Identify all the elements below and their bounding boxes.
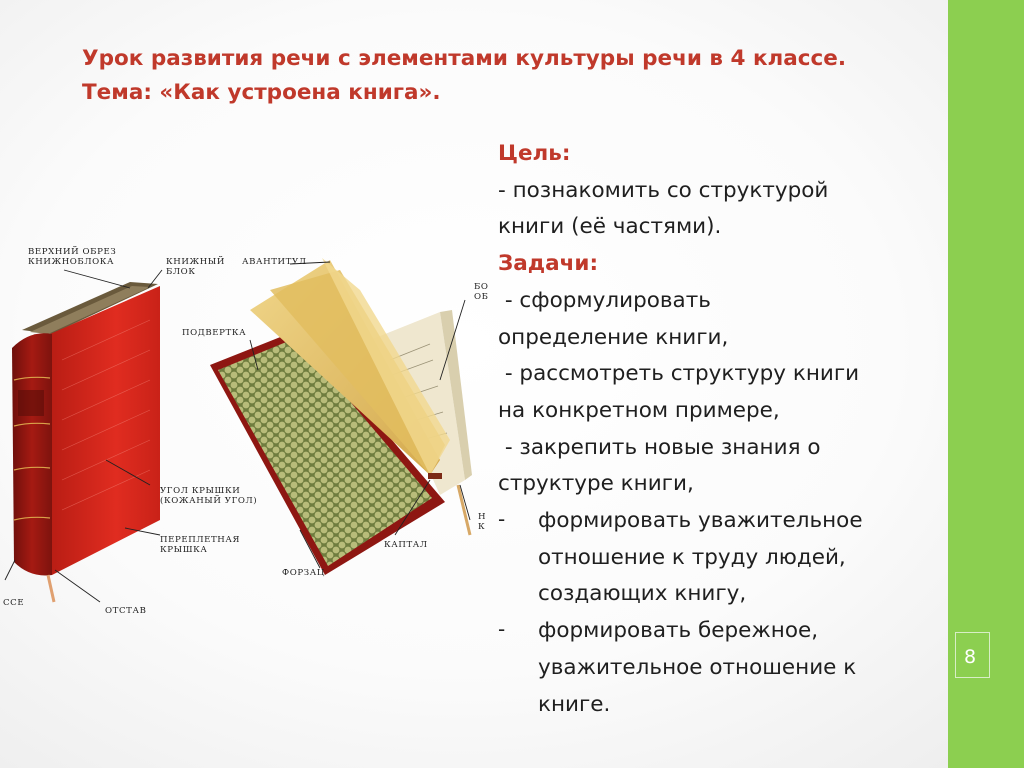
goal-line-1: - познакомить со структурой (498, 177, 829, 203)
label-headband: КАПТАЛ (384, 540, 428, 550)
goal-line-2: книги (её частями). (498, 214, 722, 240)
bullet-dash: - (498, 507, 506, 532)
book-diagram-svg (0, 230, 490, 625)
task-line-5: - закрепить новые знания о (498, 434, 821, 460)
task-line-4: на конкретном примере, (498, 397, 780, 423)
title-line-1: Урок развития речи с элементами культуры речи в 4 классе. (82, 46, 847, 71)
label-top-edge: ВЕРХНИЙ ОБРЕЗ КНИЖНОБЛОКА (28, 247, 117, 267)
bullet-line: уважительное отношение к (538, 654, 857, 680)
slide-title (82, 42, 932, 110)
open-book (210, 258, 472, 575)
goal-heading: Цель: (498, 141, 571, 166)
task-line-3: - рассмотреть структуру книги (498, 361, 860, 387)
label-spine-gap: ОТСТАВ (105, 606, 147, 616)
bullet-line: формировать бережное, (538, 618, 819, 644)
label-cut-left: ССЕ (3, 598, 25, 608)
closed-red-book (12, 282, 160, 602)
label-book-block: КНИЖНЫЙ БЛОК (166, 257, 225, 277)
label-cut-right-top: БО ОБ (474, 282, 489, 302)
bullet-line: создающих книгу, (538, 581, 747, 607)
bullet-dash: - (498, 617, 506, 642)
task-line-2: определение книги, (498, 324, 729, 350)
task-line-6: структуре книги, (498, 471, 694, 497)
task-line-1: - сформулировать (498, 287, 711, 313)
tasks-heading: Задачи: (498, 251, 599, 277)
bullet-item-respect-work (498, 503, 938, 613)
label-half-title: АВАНТИТУЛ (242, 257, 307, 267)
book-structure-illustration (0, 230, 490, 625)
label-cut-right-bottom: Н К (478, 512, 487, 532)
label-cover-board: ПЕРЕПЛЕТНАЯ КРЫШКА (160, 535, 241, 555)
spine-shape (12, 333, 52, 575)
bullet-line: формировать уважительное (538, 508, 863, 534)
bullet-item-careful-attitude (498, 613, 938, 723)
bullet-line: отношение к труду людей, (538, 544, 846, 570)
page-number: 8 (963, 646, 977, 668)
label-endpaper-flap: ПОДВЕРТКА (182, 328, 247, 338)
label-cover-corner: УГОЛ КРЫШКИ (КОЖАНЫЙ УГОЛ) (160, 486, 258, 506)
slide-content (498, 136, 938, 723)
title-line-2: Тема: «Как устроена книга». (82, 80, 441, 105)
label-endpaper: ФОРЗАЦ (282, 568, 325, 578)
bullet-line: книге. (538, 691, 611, 717)
